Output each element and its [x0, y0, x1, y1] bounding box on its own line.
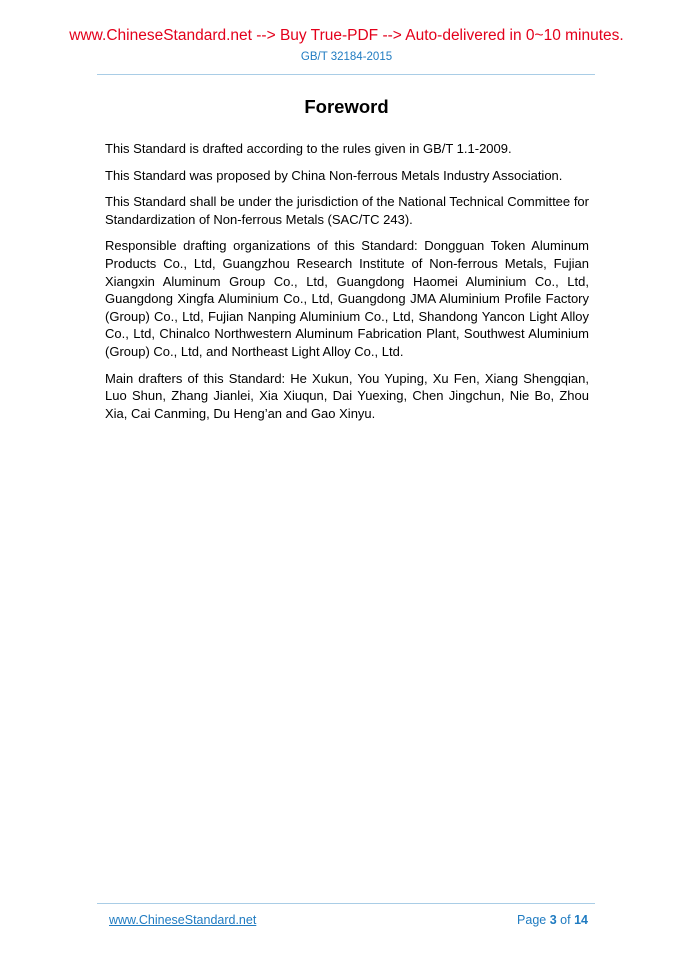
paragraph-drafting-organizations: Responsible drafting organizations of this Standard: Dongguan Token Aluminum Products Co., Ltd, Guangzhou Research Institute of Non-ferrous Metals, Fujian Xiangxin Aluminum Group Co., Ltd, Guangdong Haomei Aluminium Co., Ltd, Guangdong Xingfa Aluminium Co., Ltd, Guangdong JMA Aluminium Profile Factory (Group) Co., Ltd, Fujian Nanping Aluminium Co., Ltd, Shandong Yancon Light Alloy Co., Ltd, Chinalco Northwestern Aluminum Fabrication Plant, Southwest Aluminium (Group) Co., Ltd, and Northeast Light Alloy Co., Ltd.: [105, 238, 589, 359]
page-label: Page: [517, 913, 547, 927]
foreword-body: [105, 140, 589, 431]
page-current: 3: [549, 913, 557, 927]
footer-divider: [97, 903, 595, 904]
paragraph-drafting-rules: This Standard is drafted according to the rules given in GB/T 1.1-2009.: [105, 141, 512, 156]
standard-code: GB/T 32184-2015: [300, 51, 393, 63]
paragraph-jurisdiction: This Standard shall be under the jurisdiction of the National Technical Committee for Standardization of Non-ferrous Metals (SAC/TC 243).: [105, 194, 589, 227]
page-total: 14: [574, 913, 588, 927]
page-of-label: of: [560, 913, 571, 927]
paragraph-proposed-by: This Standard was proposed by China Non-ferrous Metals Industry Association.: [105, 167, 563, 183]
top-banner: www.ChineseStandard.net --> Buy True-PDF --> Auto-delivered in 0~10 minutes.: [69, 27, 624, 44]
page-title: Foreword: [304, 96, 389, 117]
paragraph-main-drafters: Main drafters of this Standard: He Xukun, You Yuping, Xu Fen, Xiang Shengqian, Luo Shun, Zhang Jianlei, Xia Xiuqun, Dai Yuexing, Chen Jingchun, Nie Bo, Zhou Xia, Cai Canming, Du Heng’an and Gao Xinyu.: [105, 370, 589, 421]
header-divider: [97, 74, 595, 75]
footer-site-link[interactable]: www.ChineseStandard.net: [109, 913, 257, 927]
page-number: [517, 913, 588, 927]
